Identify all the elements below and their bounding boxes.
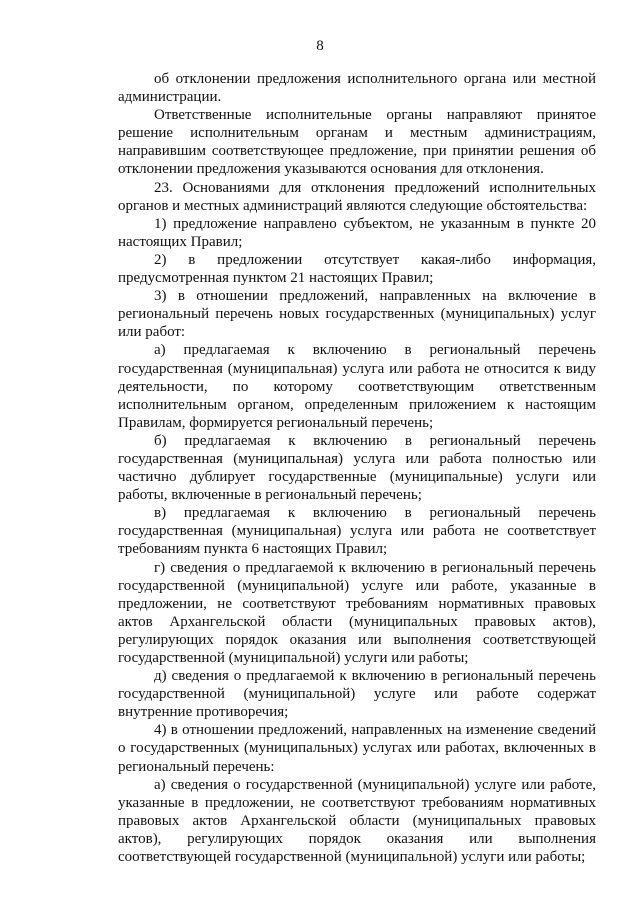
paragraph-ground-1: 1) предложение направлено субъектом, не указанным в пункте 20 настоящих Правил;	[118, 215, 596, 250]
paragraph-ground-3d: д) сведения о предлагаемой к включению в региональный перечень государственной (муниципальной) услуге или работе содержат внутренние противоречия;	[118, 668, 596, 721]
paragraph-ground-3b: б) предлагаемая к включению в региональный перечень государственная (муниципальная) услуга или работа полностью или частично дублирует государственные (муниципальные) услуги или работы, включенные в региональный перечень;	[118, 432, 596, 504]
paragraph-item-23: 23. Основаниями для отклонения предложений исполнительных органов и местных администраций являются следующие обстоятельства:	[118, 179, 596, 214]
paragraph-ground-3a: а) предлагаемая к включению в региональный перечень государственная (муниципальная) услуга или работа не относится к виду деятельности, по которому соответствующим ответственным исполнительным органом, определенным приложением к настоящим Правилам, формируется региональный перечень;	[118, 342, 596, 431]
paragraph-ground-3v: в) предлагаемая к включению в региональный перечень государственная (муниципальная) услуга или работа не соответствует требованиям пункта 6 настоящих Правил;	[118, 505, 596, 558]
paragraph-ground-2: 2) в предложении отсутствует какая-либо информация, предусмотренная пунктом 21 настоящих Правил;	[118, 251, 596, 287]
paragraph-ground-4a: а) сведения о государственной (муниципальной) услуге или работе, указанные в предложении, не соответствуют требованиям нормативных правовых актов Архангельской области (муниципальных правовых актов), регулирующих порядок оказания или выполнения соответствующей государственной (муниципальной) услуги или работы;	[118, 776, 596, 866]
page-number: 8	[316, 38, 324, 54]
paragraph-ground-3g: г) сведения о предлагаемой к включению в региональный перечень государственной (муниципальной) услуге или работе, указанные в предложении, не соответствуют требованиям нормативных правовых актов Архангельской области (муниципальных правовых актов), регулирующих порядок оказания или выполнения соответствующей государственной (муниципальной) услуги или работы;	[118, 559, 596, 666]
paragraph-rejection-continuation: об отклонении предложения исполнительного органа или местной администрации.	[118, 71, 596, 106]
paragraph-decision-notice: Ответственные исполнительные органы направляют принятое решение исполнительным органам и местным администрациям, направившим соответствующее предложение, при принятии решения об отклонении предложения указываются основания для отклонения.	[118, 107, 596, 178]
paragraph-ground-3: 3) в отношении предложений, направленных на включение в региональный перечень новых государственных (муниципальных) услуг или работ:	[118, 288, 596, 341]
document-body	[118, 70, 596, 866]
paragraph-ground-4: 4) в отношении предложений, направленных на изменение сведений о государственных (муниципальных) услугах или работах, включенных в региональный перечень:	[118, 722, 596, 775]
